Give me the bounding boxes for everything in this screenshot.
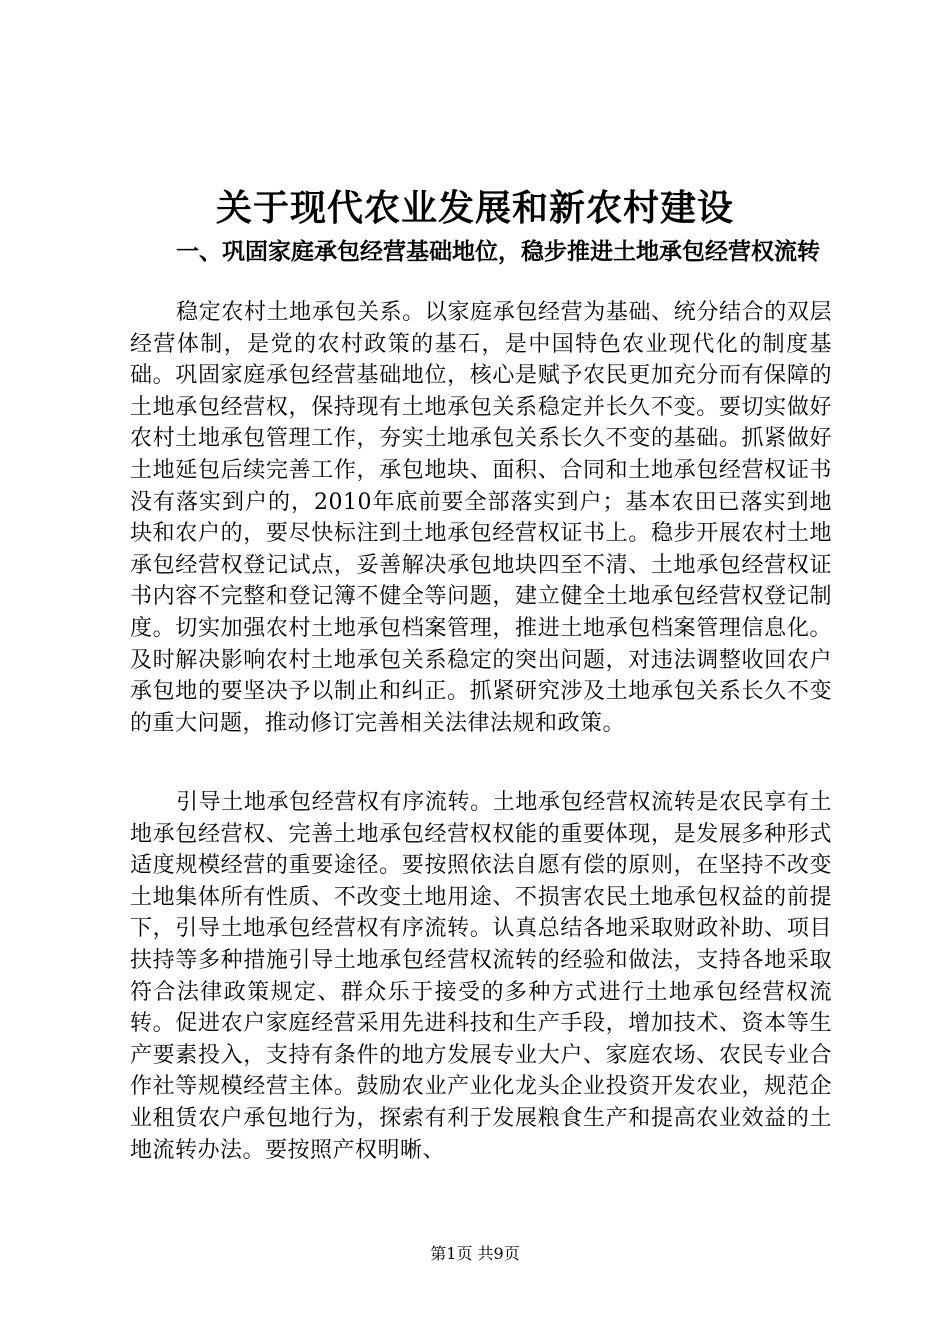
page-indicator: 第1页 共9页 [430,1244,520,1263]
body-paragraph-block [130,297,832,739]
paragraph-stabilize-land-contract: 稳定农村土地承包关系。以家庭承包经营为基础、统分结合的双层经营体制，是党的农村政策的基石，是中国特色农业现代化的制度基础。巩固家庭承包经营基础地位，核心是赋予农民更加充分而有保障的土地承包经营权，保持现有土地承包关系稳定并长久不变。要切实做好农村土地承包管理工作，夯实土地承包关系长久不变的基础。抓紧做好土地延包后续完善工作，承包地块、面积、合同和土地承包经营权证书没有落实到户的，2010年底前要全部落实到户；基本农田已落实到地块和农户的，要尽快标注到土地承包经营权证书上。稳步开展农村土地承包经营权登记试点，妥善解决承包地块四至不清、土地承包经营权证书内容不完整和登记簿不健全等问题，建立健全土地承包经营权登记制度。切实加强农村土地承包档案管理，推进土地承包档案管理信息化。及时解决影响农村土地承包关系稳定的突出问题，对违法调整收回农户承包地的要坚决予以制止和纠正。抓紧研究涉及土地承包关系长久不变的重大问题，推动修订完善相关法律法规和政策。 [130,300,832,736]
section-heading: 一、巩固家庭承包经营基础地位，稳步推进土地承包经营权流转 [176,238,820,265]
paragraph-guide-land-transfer: 引导土地承包经营权有序流转。土地承包经营权流转是农民享有土地承包经营权、完善土地承包经营权权能的重要体现，是发展多种形式适度规模经营的重要途径。要按照依法自愿有偿的原则，在坚持不改变土地集体所有性质、不改变土地用途、不损害农民土地承包权益的前提下，引导土地承包经营权有序流转。认真总结各地采取财政补助、项目扶持等多种措施引导土地承包经营权流转的经验和做法，支持各地采取符合法律政策规定、群众乐于接受的多种方式进行土地承包经营权流转。促进农户家庭经营采用先进科技和生产手段，增加技术、资本等生产要素投入，支持有条件的地方发展专业大户、家庭农场、农民专业合作社等规模经营主体。鼓励农业产业化龙头企业投资开发农业，规范企业租赁农户承包地行为，探索有利于发展粮食生产和提高农业效益的土地流转办法。要按照产权明晰、 [130,790,832,1163]
document-title: 关于现代农业发展和新农村建设 [215,187,734,229]
page-footer [0,1244,950,1264]
body-paragraph-block [130,787,832,1166]
